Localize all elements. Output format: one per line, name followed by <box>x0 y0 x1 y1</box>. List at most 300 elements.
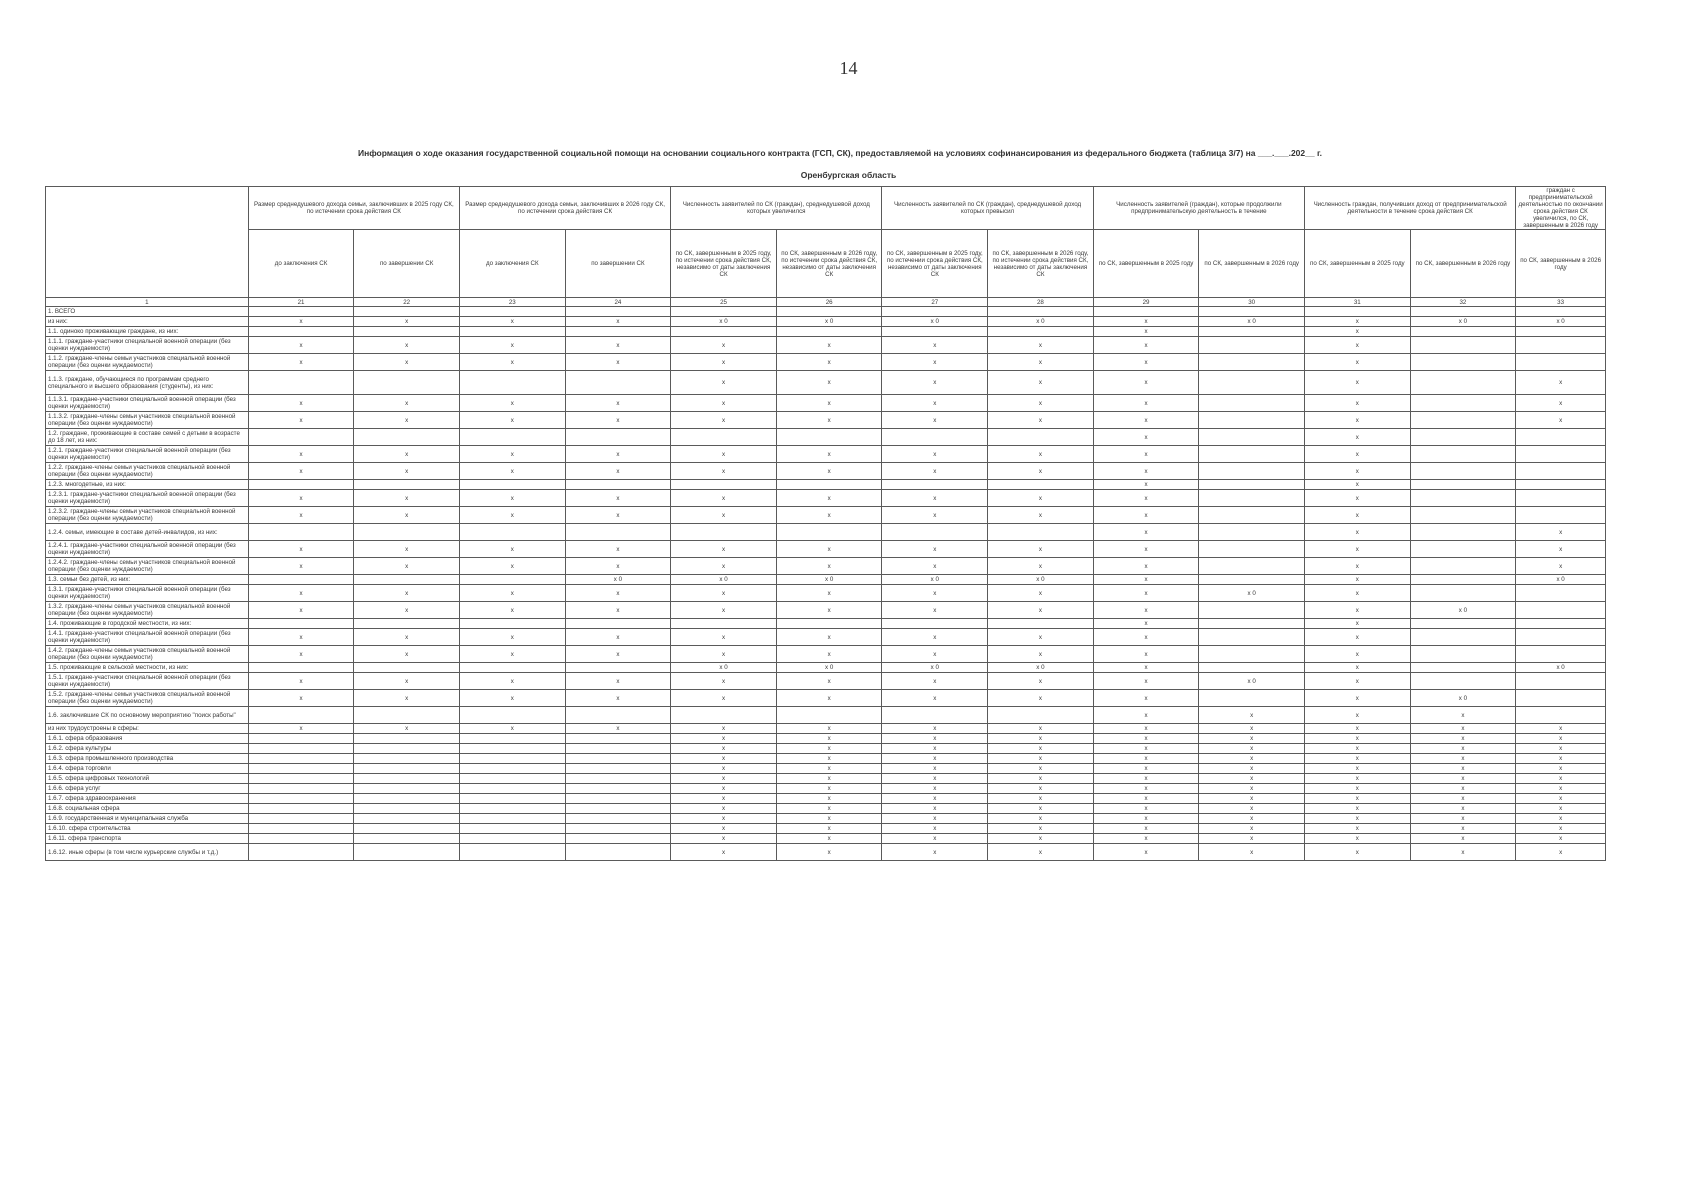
table-cell <box>671 480 777 490</box>
table-cell: x <box>459 541 565 558</box>
table-cell: x <box>1093 724 1199 734</box>
table-row <box>46 558 1606 575</box>
table-cell: x <box>776 764 882 774</box>
table-cell: x <box>565 412 671 429</box>
table-cell: x <box>1093 690 1199 707</box>
table-cell <box>565 734 671 744</box>
row-label: 1.3.1. граждане-участники специальной военной операции (без оценки нуждаемости) <box>46 585 249 602</box>
table-cell: x <box>671 395 777 412</box>
header-column: по СК, завершенным в 2025 году <box>1093 230 1199 298</box>
table-row <box>46 754 1606 764</box>
table-cell: x <box>882 844 988 861</box>
table-cell <box>671 707 777 724</box>
header-column-number: 30 <box>1199 298 1305 307</box>
table-cell <box>988 619 1094 629</box>
table-cell: x <box>1093 558 1199 575</box>
table-cell <box>1516 429 1606 446</box>
table-cell <box>565 814 671 824</box>
header-group: Размер среднедушевого дохода семьи, заключивших в 2025 году СК, по истечении срока действия СК <box>248 187 459 230</box>
table-cell: x <box>354 490 460 507</box>
table-row <box>46 463 1606 480</box>
table-cell: x <box>1516 844 1606 861</box>
header-column: по завершении СК <box>565 230 671 298</box>
table-cell <box>1410 337 1516 354</box>
table-cell <box>988 480 1094 490</box>
table-cell <box>248 824 354 834</box>
table-cell: x 0 <box>988 575 1094 585</box>
table-cell: x <box>354 558 460 575</box>
table-cell <box>354 824 460 834</box>
table-cell: x <box>1199 764 1305 774</box>
table-cell <box>354 754 460 764</box>
table-cell: x <box>671 629 777 646</box>
table-cell: x 0 <box>776 663 882 673</box>
row-label: 1.6.11. сфера транспорта <box>46 834 249 844</box>
table-cell: x <box>1199 754 1305 764</box>
table-cell <box>1410 558 1516 575</box>
table-cell <box>459 834 565 844</box>
table-row <box>46 524 1606 541</box>
table-cell <box>1199 507 1305 524</box>
table-cell <box>1516 690 1606 707</box>
table-cell <box>882 327 988 337</box>
table-cell <box>1516 602 1606 619</box>
table-cell <box>1199 327 1305 337</box>
table-cell: x <box>1305 354 1411 371</box>
table-cell: x <box>776 337 882 354</box>
table-cell: x <box>1305 619 1411 629</box>
table-cell: x <box>1305 480 1411 490</box>
table-cell: x <box>459 354 565 371</box>
table-cell: x <box>882 754 988 764</box>
table-cell <box>1199 429 1305 446</box>
table-cell: x <box>776 804 882 814</box>
table-cell <box>1410 646 1516 663</box>
table-cell: x <box>1305 490 1411 507</box>
table-cell: x <box>354 585 460 602</box>
table-cell: x <box>882 602 988 619</box>
table-cell <box>1410 412 1516 429</box>
table-cell: x <box>671 814 777 824</box>
table-cell: x <box>776 490 882 507</box>
table-cell: x <box>1516 558 1606 575</box>
table-cell <box>1410 541 1516 558</box>
table-cell: x <box>671 585 777 602</box>
table-row <box>46 412 1606 429</box>
table-cell: x <box>459 446 565 463</box>
table-row <box>46 764 1606 774</box>
table-cell: x <box>1516 804 1606 814</box>
table-cell: x <box>1093 412 1199 429</box>
table-cell: x <box>671 507 777 524</box>
table-cell: x <box>565 585 671 602</box>
report-table-wrapper <box>45 186 1606 861</box>
table-row <box>46 575 1606 585</box>
row-label: 1.1.3.2. граждане-члены семьи участников специальной военной операции (без оценки нуждаемости) <box>46 412 249 429</box>
table-cell <box>565 844 671 861</box>
table-cell: x <box>988 754 1094 764</box>
table-cell <box>1199 629 1305 646</box>
table-cell <box>459 307 565 317</box>
table-cell <box>459 734 565 744</box>
table-cell: x 0 <box>1410 317 1516 327</box>
table-cell: x <box>776 744 882 754</box>
table-cell: x <box>1093 764 1199 774</box>
table-cell: x <box>1305 371 1411 395</box>
table-cell: x <box>1199 707 1305 724</box>
table-row <box>46 646 1606 663</box>
table-cell <box>565 784 671 794</box>
table-cell: x <box>1093 844 1199 861</box>
table-cell <box>459 794 565 804</box>
table-cell: x <box>1305 824 1411 834</box>
table-cell: x <box>1305 463 1411 480</box>
table-cell: x <box>988 354 1094 371</box>
table-cell: x <box>248 317 354 327</box>
table-cell: x <box>671 804 777 814</box>
row-label: 1.1. одиноко проживающие граждане, из них: <box>46 327 249 337</box>
row-label: 1.6.12. иные сферы (в том числе курьерские службы и т.д.) <box>46 844 249 861</box>
table-cell: x <box>1516 371 1606 395</box>
table-cell: x <box>671 844 777 861</box>
table-cell <box>248 844 354 861</box>
table-cell <box>459 371 565 395</box>
table-cell <box>459 707 565 724</box>
table-cell <box>248 429 354 446</box>
table-cell: x <box>1199 834 1305 844</box>
table-cell: x <box>1516 824 1606 834</box>
table-cell <box>776 480 882 490</box>
table-cell <box>354 307 460 317</box>
table-cell <box>565 774 671 784</box>
table-cell: x <box>354 646 460 663</box>
table-cell: x <box>1305 446 1411 463</box>
table-row <box>46 490 1606 507</box>
table-cell: x <box>776 784 882 794</box>
table-cell: x <box>1516 834 1606 844</box>
table-cell <box>248 754 354 764</box>
table-cell <box>776 307 882 317</box>
table-cell: x 0 <box>882 317 988 327</box>
table-cell: x <box>1305 317 1411 327</box>
table-cell: x <box>1093 490 1199 507</box>
table-cell: x <box>988 446 1094 463</box>
table-cell: x <box>671 764 777 774</box>
page-number: 14 <box>839 58 858 78</box>
table-cell: x <box>1305 429 1411 446</box>
row-label: 1.2.4.1. граждане-участники специальной военной операции (без оценки нуждаемости) <box>46 541 249 558</box>
row-label: 1.6. заключившие СК по основному мероприятию "поиск работы" <box>46 707 249 724</box>
table-cell <box>248 307 354 317</box>
table-cell: x <box>1516 744 1606 754</box>
table-cell <box>248 814 354 824</box>
table-cell: x <box>354 673 460 690</box>
row-label: 1.2.4.2. граждане-члены семьи участников специальной военной операции (без оценки нуждаемости) <box>46 558 249 575</box>
table-cell <box>1410 524 1516 541</box>
table-cell <box>354 575 460 585</box>
table-cell <box>1516 619 1606 629</box>
table-cell <box>1199 446 1305 463</box>
table-cell: x <box>776 412 882 429</box>
table-cell <box>1410 480 1516 490</box>
table-cell <box>459 663 565 673</box>
header-column: по завершении СК <box>354 230 460 298</box>
table-cell <box>1516 507 1606 524</box>
table-cell: x <box>1516 524 1606 541</box>
table-cell: x <box>671 371 777 395</box>
row-label: 1.5. проживающие в сельской местности, из них: <box>46 663 249 673</box>
table-cell: x <box>565 673 671 690</box>
table-cell: x <box>1093 744 1199 754</box>
table-cell: x <box>988 744 1094 754</box>
row-label: 1.6.1. сфера образования <box>46 734 249 744</box>
table-cell <box>1516 629 1606 646</box>
table-cell: x <box>1305 744 1411 754</box>
table-cell <box>1199 663 1305 673</box>
table-cell: x <box>1093 317 1199 327</box>
table-cell <box>565 307 671 317</box>
table-row <box>46 602 1606 619</box>
table-cell: x 0 <box>671 575 777 585</box>
table-cell: x <box>248 558 354 575</box>
table-cell: x <box>776 541 882 558</box>
table-cell: x <box>671 490 777 507</box>
table-cell <box>459 480 565 490</box>
table-cell: x <box>248 673 354 690</box>
table-cell: x <box>565 646 671 663</box>
table-cell: x <box>1305 602 1411 619</box>
table-cell: x <box>988 585 1094 602</box>
header-column-number: 25 <box>671 298 777 307</box>
table-cell: x <box>459 724 565 734</box>
table-cell: x <box>1093 429 1199 446</box>
table-cell: x <box>565 724 671 734</box>
table-cell <box>776 429 882 446</box>
table-cell <box>459 814 565 824</box>
table-cell: x <box>1199 844 1305 861</box>
table-cell: x <box>1305 524 1411 541</box>
table-cell <box>248 774 354 784</box>
table-cell: x <box>988 794 1094 804</box>
header-column: по СК, завершенным в 2025 году, по истечении срока действия СК, независимо от даты заключения СК <box>671 230 777 298</box>
table-cell <box>459 764 565 774</box>
table-cell: x <box>459 463 565 480</box>
table-cell: x <box>671 412 777 429</box>
table-cell <box>1410 507 1516 524</box>
table-cell <box>565 327 671 337</box>
region-name: Оренбургская область <box>800 170 897 180</box>
table-cell: x <box>1093 575 1199 585</box>
table-cell: x <box>882 585 988 602</box>
table-cell: x <box>1093 734 1199 744</box>
table-cell <box>1516 585 1606 602</box>
table-cell: x <box>1305 834 1411 844</box>
table-row <box>46 395 1606 412</box>
table-cell: x <box>1516 395 1606 412</box>
table-cell: x <box>1305 814 1411 824</box>
table-cell: x <box>988 724 1094 734</box>
table-cell <box>1199 307 1305 317</box>
table-cell: x <box>1199 774 1305 784</box>
table-cell: x <box>354 412 460 429</box>
table-cell: x <box>565 629 671 646</box>
table-cell: x <box>565 337 671 354</box>
table-row <box>46 794 1606 804</box>
table-cell: x 0 <box>1199 317 1305 327</box>
table-cell: x <box>1093 524 1199 541</box>
table-cell <box>248 834 354 844</box>
table-cell <box>1516 673 1606 690</box>
header-column-number: 22 <box>354 298 460 307</box>
table-cell: x <box>248 412 354 429</box>
table-cell: x <box>1199 804 1305 814</box>
row-label: 1.1.3.1. граждане-участники специальной военной операции (без оценки нуждаемости) <box>46 395 249 412</box>
table-cell: x <box>459 602 565 619</box>
table-cell: x <box>988 602 1094 619</box>
table-cell <box>1516 707 1606 724</box>
table-cell: x 0 <box>882 575 988 585</box>
table-cell: x <box>1516 794 1606 804</box>
table-cell: x <box>1093 774 1199 784</box>
table-cell: x <box>354 724 460 734</box>
header-group: Численность заявителей (граждан), которые продолжили предпринимательскую деятельность в течение <box>1093 187 1304 230</box>
table-cell <box>354 764 460 774</box>
row-label: 1.2.3.1. граждане-участники специальной военной операции (без оценки нуждаемости) <box>46 490 249 507</box>
table-cell: x <box>671 774 777 784</box>
table-cell: x <box>882 834 988 844</box>
table-cell: x <box>988 784 1094 794</box>
header-column: по СК, завершенным в 2026 году <box>1516 230 1606 298</box>
table-cell <box>248 734 354 744</box>
table-cell: x <box>1093 834 1199 844</box>
table-cell <box>459 524 565 541</box>
table-row <box>46 429 1606 446</box>
row-label: из них: <box>46 317 249 327</box>
table-cell: x <box>565 317 671 327</box>
table-cell: x <box>1305 764 1411 774</box>
table-cell: x <box>1305 724 1411 734</box>
table-row <box>46 824 1606 834</box>
table-cell <box>459 844 565 861</box>
table-cell <box>882 619 988 629</box>
table-cell: x 0 <box>1516 575 1606 585</box>
table-cell <box>459 784 565 794</box>
table-row <box>46 371 1606 395</box>
table-cell: x <box>882 690 988 707</box>
table-cell: x <box>776 824 882 834</box>
table-cell <box>1410 463 1516 480</box>
table-cell: x <box>1410 794 1516 804</box>
table-cell: x <box>459 690 565 707</box>
table-cell <box>1410 619 1516 629</box>
table-cell: x <box>565 463 671 480</box>
table-row <box>46 690 1606 707</box>
table-cell: x <box>1093 673 1199 690</box>
table-cell <box>354 804 460 814</box>
table-cell: x <box>354 602 460 619</box>
row-label: 1.5.1. граждане-участники специальной военной операции (без оценки нуждаемости) <box>46 673 249 690</box>
table-cell: x <box>1093 646 1199 663</box>
table-cell: x <box>1305 337 1411 354</box>
table-row <box>46 327 1606 337</box>
table-header <box>46 187 1606 307</box>
header-group: Численность заявителей по СК (граждан), среднедушевой доход которых увеличился <box>671 187 882 230</box>
table-cell <box>1093 307 1199 317</box>
document-title: Информация о ходе оказания государственной социальной помощи на основании социального контракта (ГСП, СК), предоставляемой на условиях софинансирования из федерального бюджета (таблица 3/7) на ___.___.202__ г. <box>357 148 1323 158</box>
table-cell: x <box>671 646 777 663</box>
table-cell <box>354 744 460 754</box>
table-cell <box>354 480 460 490</box>
table-cell <box>1410 490 1516 507</box>
table-cell: x <box>882 337 988 354</box>
table-row <box>46 844 1606 861</box>
table-cell <box>248 744 354 754</box>
table-cell: x <box>248 463 354 480</box>
table-cell: x <box>882 463 988 480</box>
row-label: 1.1.3. граждане, обучающиеся по программам среднего специального и высшего образования (студенты), из них: <box>46 371 249 395</box>
table-cell <box>248 371 354 395</box>
table-cell: x <box>988 814 1094 824</box>
table-cell <box>882 307 988 317</box>
table-cell: x <box>671 673 777 690</box>
header-column-number: 23 <box>459 298 565 307</box>
table-cell <box>1410 371 1516 395</box>
table-cell: x <box>1093 354 1199 371</box>
header-group: Численность заявителей по СК (граждан), среднедушевой доход которых превысил <box>882 187 1093 230</box>
table-cell: x <box>988 774 1094 784</box>
table-cell: x <box>1093 619 1199 629</box>
table-cell <box>565 429 671 446</box>
table-cell: x <box>354 541 460 558</box>
table-cell: x <box>776 446 882 463</box>
table-cell: x <box>671 744 777 754</box>
table-cell: x <box>776 371 882 395</box>
table-cell: x <box>671 602 777 619</box>
table-cell <box>354 429 460 446</box>
table-cell: x <box>988 834 1094 844</box>
table-cell: x <box>1305 707 1411 724</box>
table-cell <box>459 429 565 446</box>
table-cell <box>988 707 1094 724</box>
table-cell: x <box>671 824 777 834</box>
table-cell: x <box>776 395 882 412</box>
row-label: 1.2. граждане, проживающие в составе семей с детьми в возрасте до 18 лет, из них: <box>46 429 249 446</box>
row-label: 1.2.3.2. граждане-члены семьи участников специальной военной операции (без оценки нуждаемости) <box>46 507 249 524</box>
table-cell: x <box>671 558 777 575</box>
table-cell: x <box>1093 663 1199 673</box>
table-cell: x <box>882 490 988 507</box>
table-cell: x <box>776 673 882 690</box>
table-cell <box>459 575 565 585</box>
table-cell: x <box>1093 602 1199 619</box>
table-cell: x <box>988 824 1094 834</box>
table-cell <box>565 794 671 804</box>
table-cell <box>882 480 988 490</box>
table-row <box>46 734 1606 744</box>
table-cell: x <box>248 337 354 354</box>
table-cell <box>248 707 354 724</box>
table-cell: x <box>1093 463 1199 480</box>
table-cell: x <box>354 690 460 707</box>
row-label: 1.6.3. сфера промышленного производства <box>46 754 249 764</box>
table-cell: x <box>671 690 777 707</box>
table-cell: x <box>776 734 882 744</box>
table-cell: x <box>565 490 671 507</box>
table-cell: x <box>776 724 882 734</box>
table-cell: x <box>459 673 565 690</box>
table-cell: x <box>776 629 882 646</box>
table-cell: x 0 <box>882 663 988 673</box>
